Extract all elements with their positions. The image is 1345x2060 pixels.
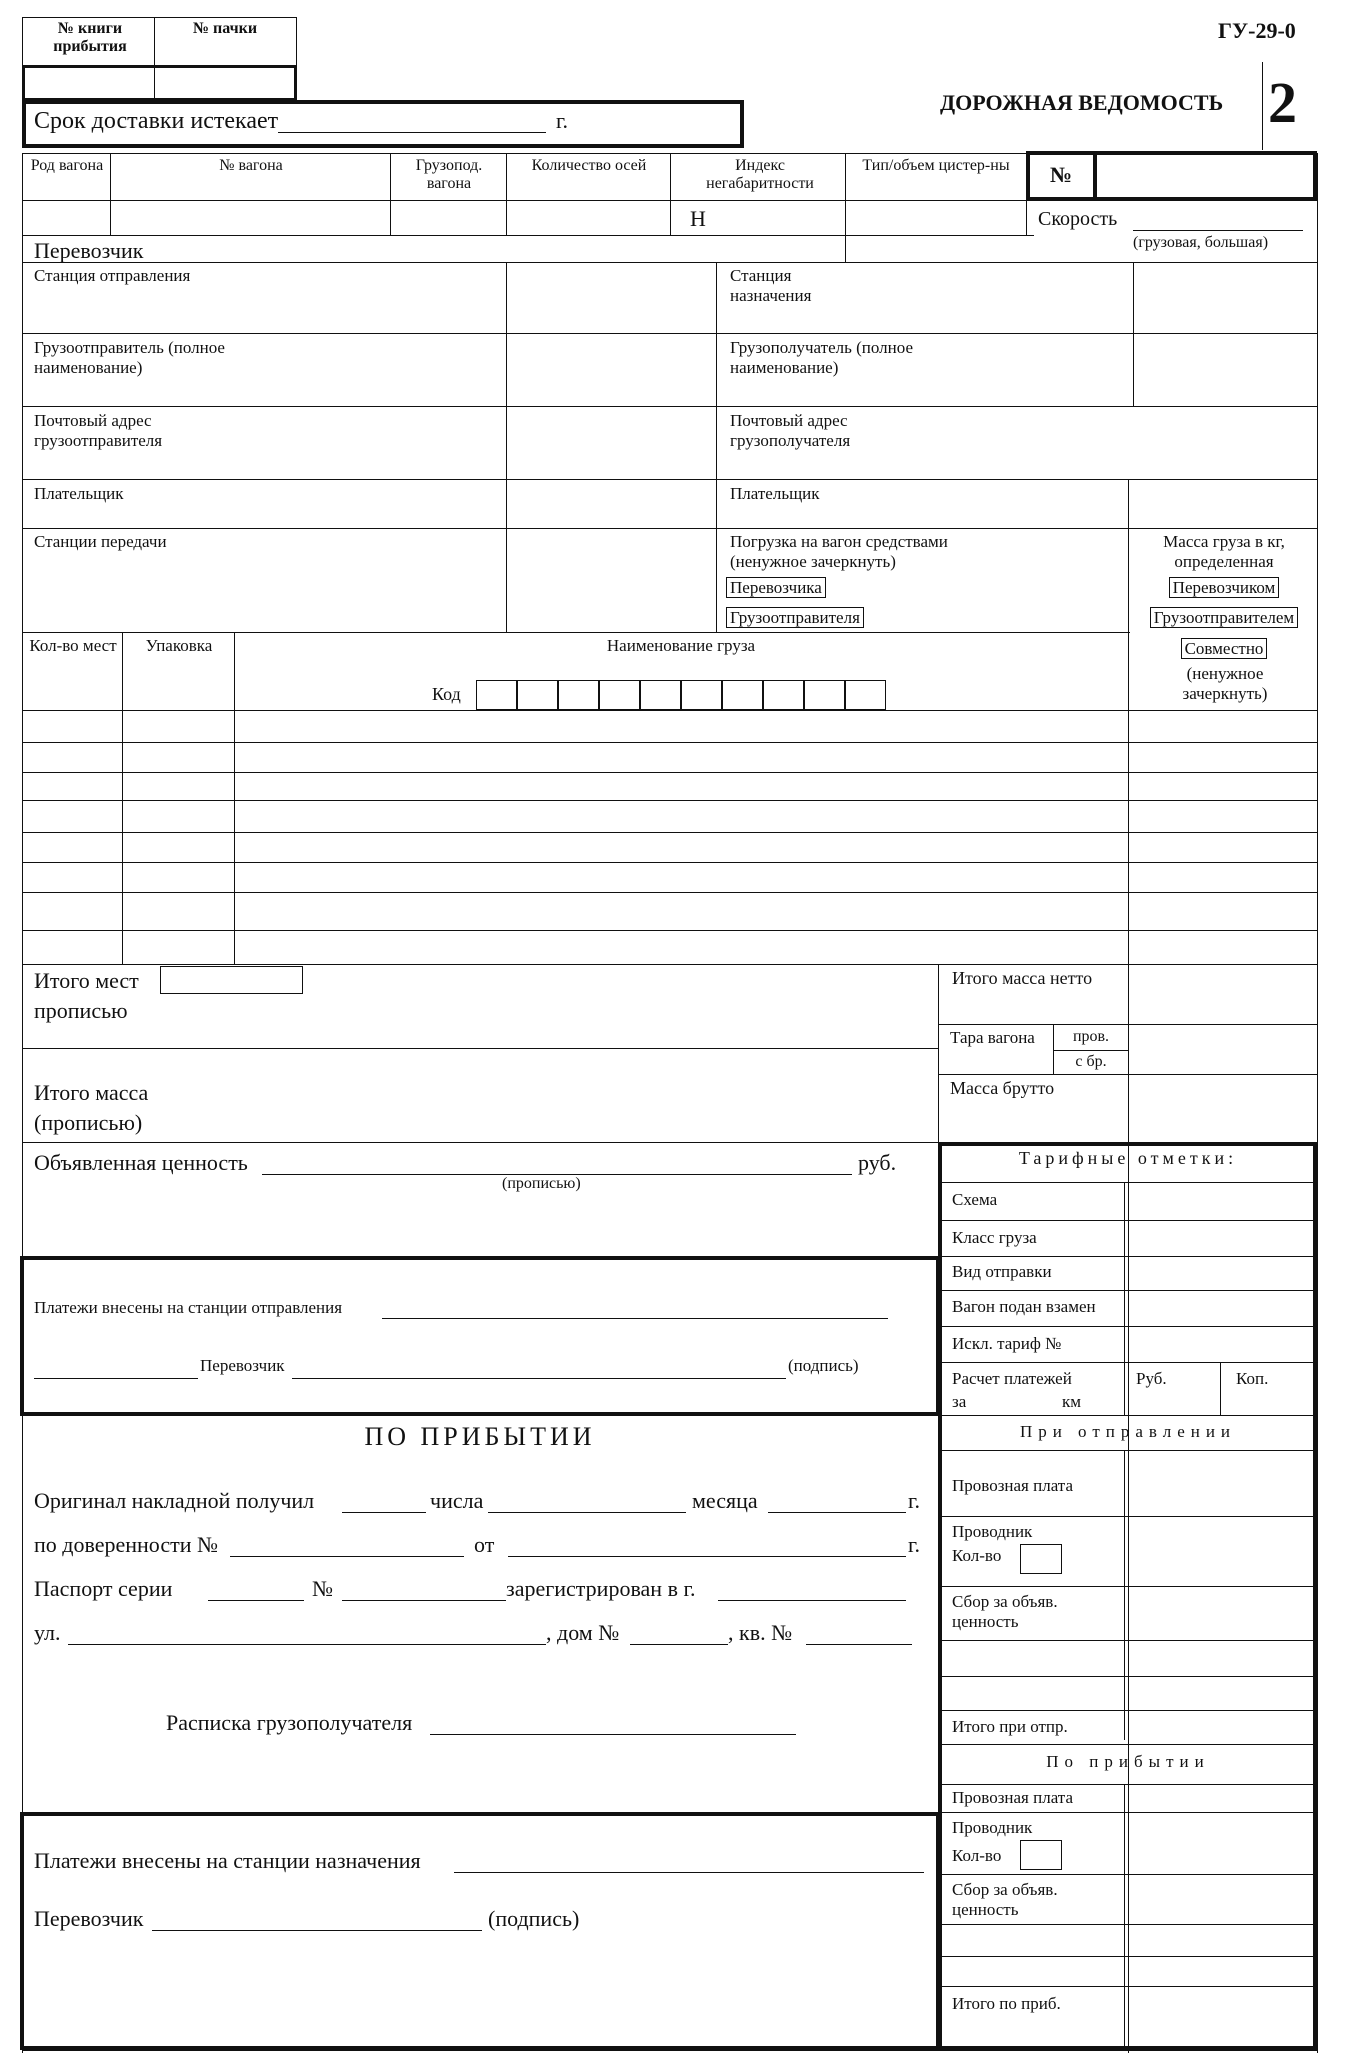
cargo-row[interactable]	[236, 932, 1126, 962]
consignee-address-label: Почтовый адрес грузополучателя	[730, 411, 851, 450]
wagon-number-field[interactable]	[112, 202, 388, 234]
year-label: г.	[908, 1488, 921, 1513]
payments-destination-signature: (подпись)	[488, 1906, 580, 1931]
cargo-code-box[interactable]	[722, 680, 763, 710]
col-wagon-kind: Род вагона	[30, 157, 104, 174]
dest-station-label: Станция назначения	[730, 266, 812, 305]
mass-option-hint: (ненужное зачеркнуть)	[1182, 664, 1268, 703]
declared-value-label: Объявленная ценность	[34, 1150, 248, 1175]
tariff-scheme: Схема	[952, 1190, 998, 1209]
oversize-value: Н	[690, 206, 706, 231]
form-code: ГУ-29-0	[1218, 18, 1296, 43]
tariff-guide-qty-arrival: Кол-во	[952, 1846, 1002, 1865]
carrier-label: Перевозчик	[34, 238, 144, 263]
speed-field[interactable]	[1133, 230, 1303, 231]
col-wagon-number: № вагона	[219, 157, 283, 174]
tariff-calc-label: Расчет платежей	[952, 1369, 1072, 1388]
dep-station-label: Станция отправления	[34, 266, 191, 285]
dep-station-code-field[interactable]	[510, 266, 710, 330]
cargo-row[interactable]	[236, 774, 1126, 798]
receipt-signature-field[interactable]	[430, 1734, 796, 1735]
declared-value-words-hint: (прописью)	[502, 1175, 581, 1192]
tariff-freight: Провозная плата	[952, 1476, 1073, 1495]
cargo-code-box[interactable]	[681, 680, 722, 710]
col-places: Кол-во мест	[29, 636, 117, 655]
payments-destination-field[interactable]	[454, 1872, 924, 1873]
cargo-code-box[interactable]	[763, 680, 804, 710]
proxy-date-field[interactable]	[508, 1556, 906, 1557]
tariff-guide-qty: Кол-во	[952, 1546, 1002, 1565]
col-packing: Упаковка	[145, 636, 213, 655]
cargo-code-box[interactable]	[845, 680, 886, 710]
col-axles: Количество осей	[531, 157, 647, 174]
declared-value-rub: руб.	[858, 1150, 897, 1175]
gross-mass-label: Масса брутто	[950, 1078, 1055, 1098]
receipt-label: Расписка грузополучателя	[166, 1710, 413, 1735]
cargo-row[interactable]	[236, 744, 1126, 770]
payer-left-label: Плательщик	[34, 484, 124, 503]
payments-destination-carrier: Перевозчик	[34, 1906, 144, 1931]
doc-title: ДОРОЖНАЯ ВЕДОМОСТЬ	[940, 90, 1224, 115]
house-field[interactable]	[630, 1644, 728, 1645]
dest-station-code-field[interactable]	[1137, 266, 1313, 330]
cargo-row[interactable]	[236, 712, 1126, 740]
tare-checked-label: пров.	[1072, 1028, 1110, 1045]
tare-label: Тара вагона	[950, 1028, 1035, 1047]
cargo-row[interactable]	[236, 834, 1126, 860]
cargo-code-box[interactable]	[599, 680, 640, 710]
passport-series-field[interactable]	[208, 1600, 304, 1601]
total-mass-words-label: (прописью)	[34, 1110, 143, 1135]
street-field[interactable]	[68, 1644, 546, 1645]
tariff-rub: Руб.	[1136, 1369, 1167, 1388]
transfer-stations-label: Станции передачи	[34, 532, 167, 551]
payments-departure-box	[20, 1256, 940, 1416]
cargo-code-box[interactable]	[476, 680, 517, 710]
book-pack-entry-box[interactable]	[22, 65, 297, 101]
speed-label: Скорость	[1038, 208, 1118, 230]
mass-determined-label: Массa груза в кг, определенная	[1163, 532, 1285, 571]
cargo-row[interactable]	[236, 894, 1126, 928]
code-label: Код	[432, 684, 461, 704]
original-day-field[interactable]	[342, 1512, 426, 1513]
consignee-label: Грузополучатель (полное наименование)	[730, 338, 913, 377]
loading-means-label: Погрузка на вагон средствами (ненужное зачеркнуть)	[730, 532, 948, 571]
tariff-value-fee-arrival: Сбор за объяв. ценность	[952, 1880, 1058, 1919]
tariff-guide-arrival: Проводник	[952, 1818, 1033, 1837]
mass-option-shipper[interactable]: Грузоотправителем	[1150, 607, 1298, 628]
tariff-on-departure: При отправлении	[1019, 1422, 1237, 1441]
cargo-row[interactable]	[236, 864, 1126, 890]
delivery-deadline-field[interactable]	[278, 132, 546, 133]
delivery-year-suffix: г.	[556, 108, 569, 133]
payments-departure-sign-field[interactable]	[292, 1378, 786, 1379]
day-label: числа	[430, 1488, 484, 1513]
payments-departure-label: Платежи внесены на станции отправления	[34, 1298, 343, 1317]
net-mass-label: Итого масса нетто	[952, 968, 1093, 988]
tariff-calc-km: км	[1062, 1392, 1082, 1411]
street-label: ул.	[34, 1620, 61, 1645]
waybill-number-field[interactable]	[1097, 155, 1313, 197]
payments-departure-field[interactable]	[382, 1318, 888, 1319]
payments-departure-carrier-field[interactable]	[34, 1378, 198, 1379]
payments-departure-signature: (подпись)	[788, 1356, 859, 1375]
total-places-label: Итого мест	[34, 968, 139, 993]
flat-field[interactable]	[806, 1644, 912, 1645]
loading-option-carrier[interactable]: Перевозчика	[726, 577, 826, 598]
payer-right-label: Плательщик	[730, 484, 820, 503]
proxy-from-label: от	[474, 1532, 495, 1557]
shipper-code-field[interactable]	[510, 338, 710, 402]
cargo-code-box[interactable]	[804, 680, 845, 710]
total-mass-label: Итого масса	[34, 1080, 149, 1105]
speed-hint: (грузовая, большая)	[1133, 234, 1269, 251]
cargo-code-box[interactable]	[517, 680, 558, 710]
passport-number-label: №	[312, 1576, 333, 1601]
proxy-label: по доверенности №	[34, 1532, 218, 1557]
tariff-title: Тарифные отметки:	[1018, 1148, 1238, 1168]
tariff-guide-qty-box[interactable]	[1020, 1544, 1062, 1574]
mass-option-carrier[interactable]: Перевозчиком	[1169, 577, 1280, 598]
house-label: , дом №	[546, 1620, 620, 1645]
axles-field[interactable]	[508, 202, 668, 234]
flat-label: , кв. №	[728, 1620, 793, 1645]
consignee-code-field[interactable]	[1137, 338, 1313, 402]
proxy-number-field[interactable]	[230, 1556, 464, 1557]
total-places-field[interactable]	[160, 966, 303, 994]
tariff-guide: Проводник	[952, 1522, 1033, 1541]
cargo-code-box[interactable]	[558, 680, 599, 710]
original-year-field[interactable]	[768, 1512, 906, 1513]
tariff-calc-za: за	[952, 1392, 967, 1411]
total-places-words-label: прописью	[34, 998, 128, 1023]
tariff-freight-arrival: Провозная плата	[952, 1788, 1073, 1807]
original-received-label: Оригинал накладной получил	[34, 1488, 315, 1513]
pack-number-label: № пачки	[192, 20, 258, 37]
tariff-shipment-type: Вид отправки	[952, 1262, 1052, 1281]
cargo-row[interactable]	[236, 802, 1126, 830]
payments-destination-label: Платежи внесены на станции назначения	[34, 1848, 421, 1873]
payments-departure-carrier: Перевозчик	[200, 1356, 285, 1375]
tariff-on-arrival: По прибытии	[1046, 1752, 1210, 1771]
col-capacity: Грузопод. вагона	[415, 157, 483, 193]
waybill-no-label: №	[1049, 162, 1073, 187]
tare-stencil-label: с бр.	[1075, 1053, 1107, 1070]
capacity-field[interactable]	[392, 202, 504, 234]
book-number-label: № книги прибытия	[53, 20, 127, 56]
original-month-gap[interactable]	[488, 1512, 686, 1513]
shipper-address-label: Почтовый адрес грузоотправителя	[34, 411, 163, 450]
col-tank-type: Тип/объем цистер-ны	[862, 157, 1010, 174]
tariff-guide-qty-arrival-box[interactable]	[1020, 1840, 1062, 1870]
loading-option-shipper[interactable]: Грузоотправителя	[726, 607, 864, 628]
cargo-code-box[interactable]	[640, 680, 681, 710]
doc-number: 2	[1268, 70, 1297, 135]
tariff-value-fee: Сбор за объяв. ценность	[952, 1592, 1058, 1631]
wagon-kind-field[interactable]	[24, 202, 108, 234]
tariff-total-arrival: Итого по приб.	[952, 1994, 1061, 2013]
passport-series-label: Паспорт серии	[34, 1576, 173, 1601]
col-oversize-index: Индекс негабаритности	[706, 157, 814, 193]
month-label: месяца	[692, 1488, 758, 1513]
arrival-title: ПО ПРИБЫТИИ	[364, 1422, 596, 1451]
delivery-deadline-label: Срок доставки истекает	[34, 108, 279, 134]
mass-option-joint[interactable]: Совместно	[1181, 638, 1268, 659]
proxy-year-label: г.	[908, 1532, 921, 1557]
registered-city-field[interactable]	[718, 1600, 906, 1601]
col-cargo-name: Наименование груза	[606, 636, 756, 655]
tariff-cargo-class: Класс груза	[952, 1228, 1037, 1247]
tariff-exc-tariff: Искл. тариф №	[952, 1334, 1062, 1353]
shipper-label: Грузоотправитель (полное наименование)	[34, 338, 225, 377]
tariff-kop: Коп.	[1236, 1369, 1269, 1388]
tariff-wagon-instead: Вагон подан взамен	[952, 1297, 1096, 1316]
payments-destination-carrier-field[interactable]	[152, 1930, 482, 1931]
passport-number-field[interactable]	[342, 1600, 506, 1601]
tariff-total-departure: Итого при отпр.	[952, 1717, 1068, 1736]
registered-label: зарегистрирован в г.	[506, 1576, 696, 1601]
